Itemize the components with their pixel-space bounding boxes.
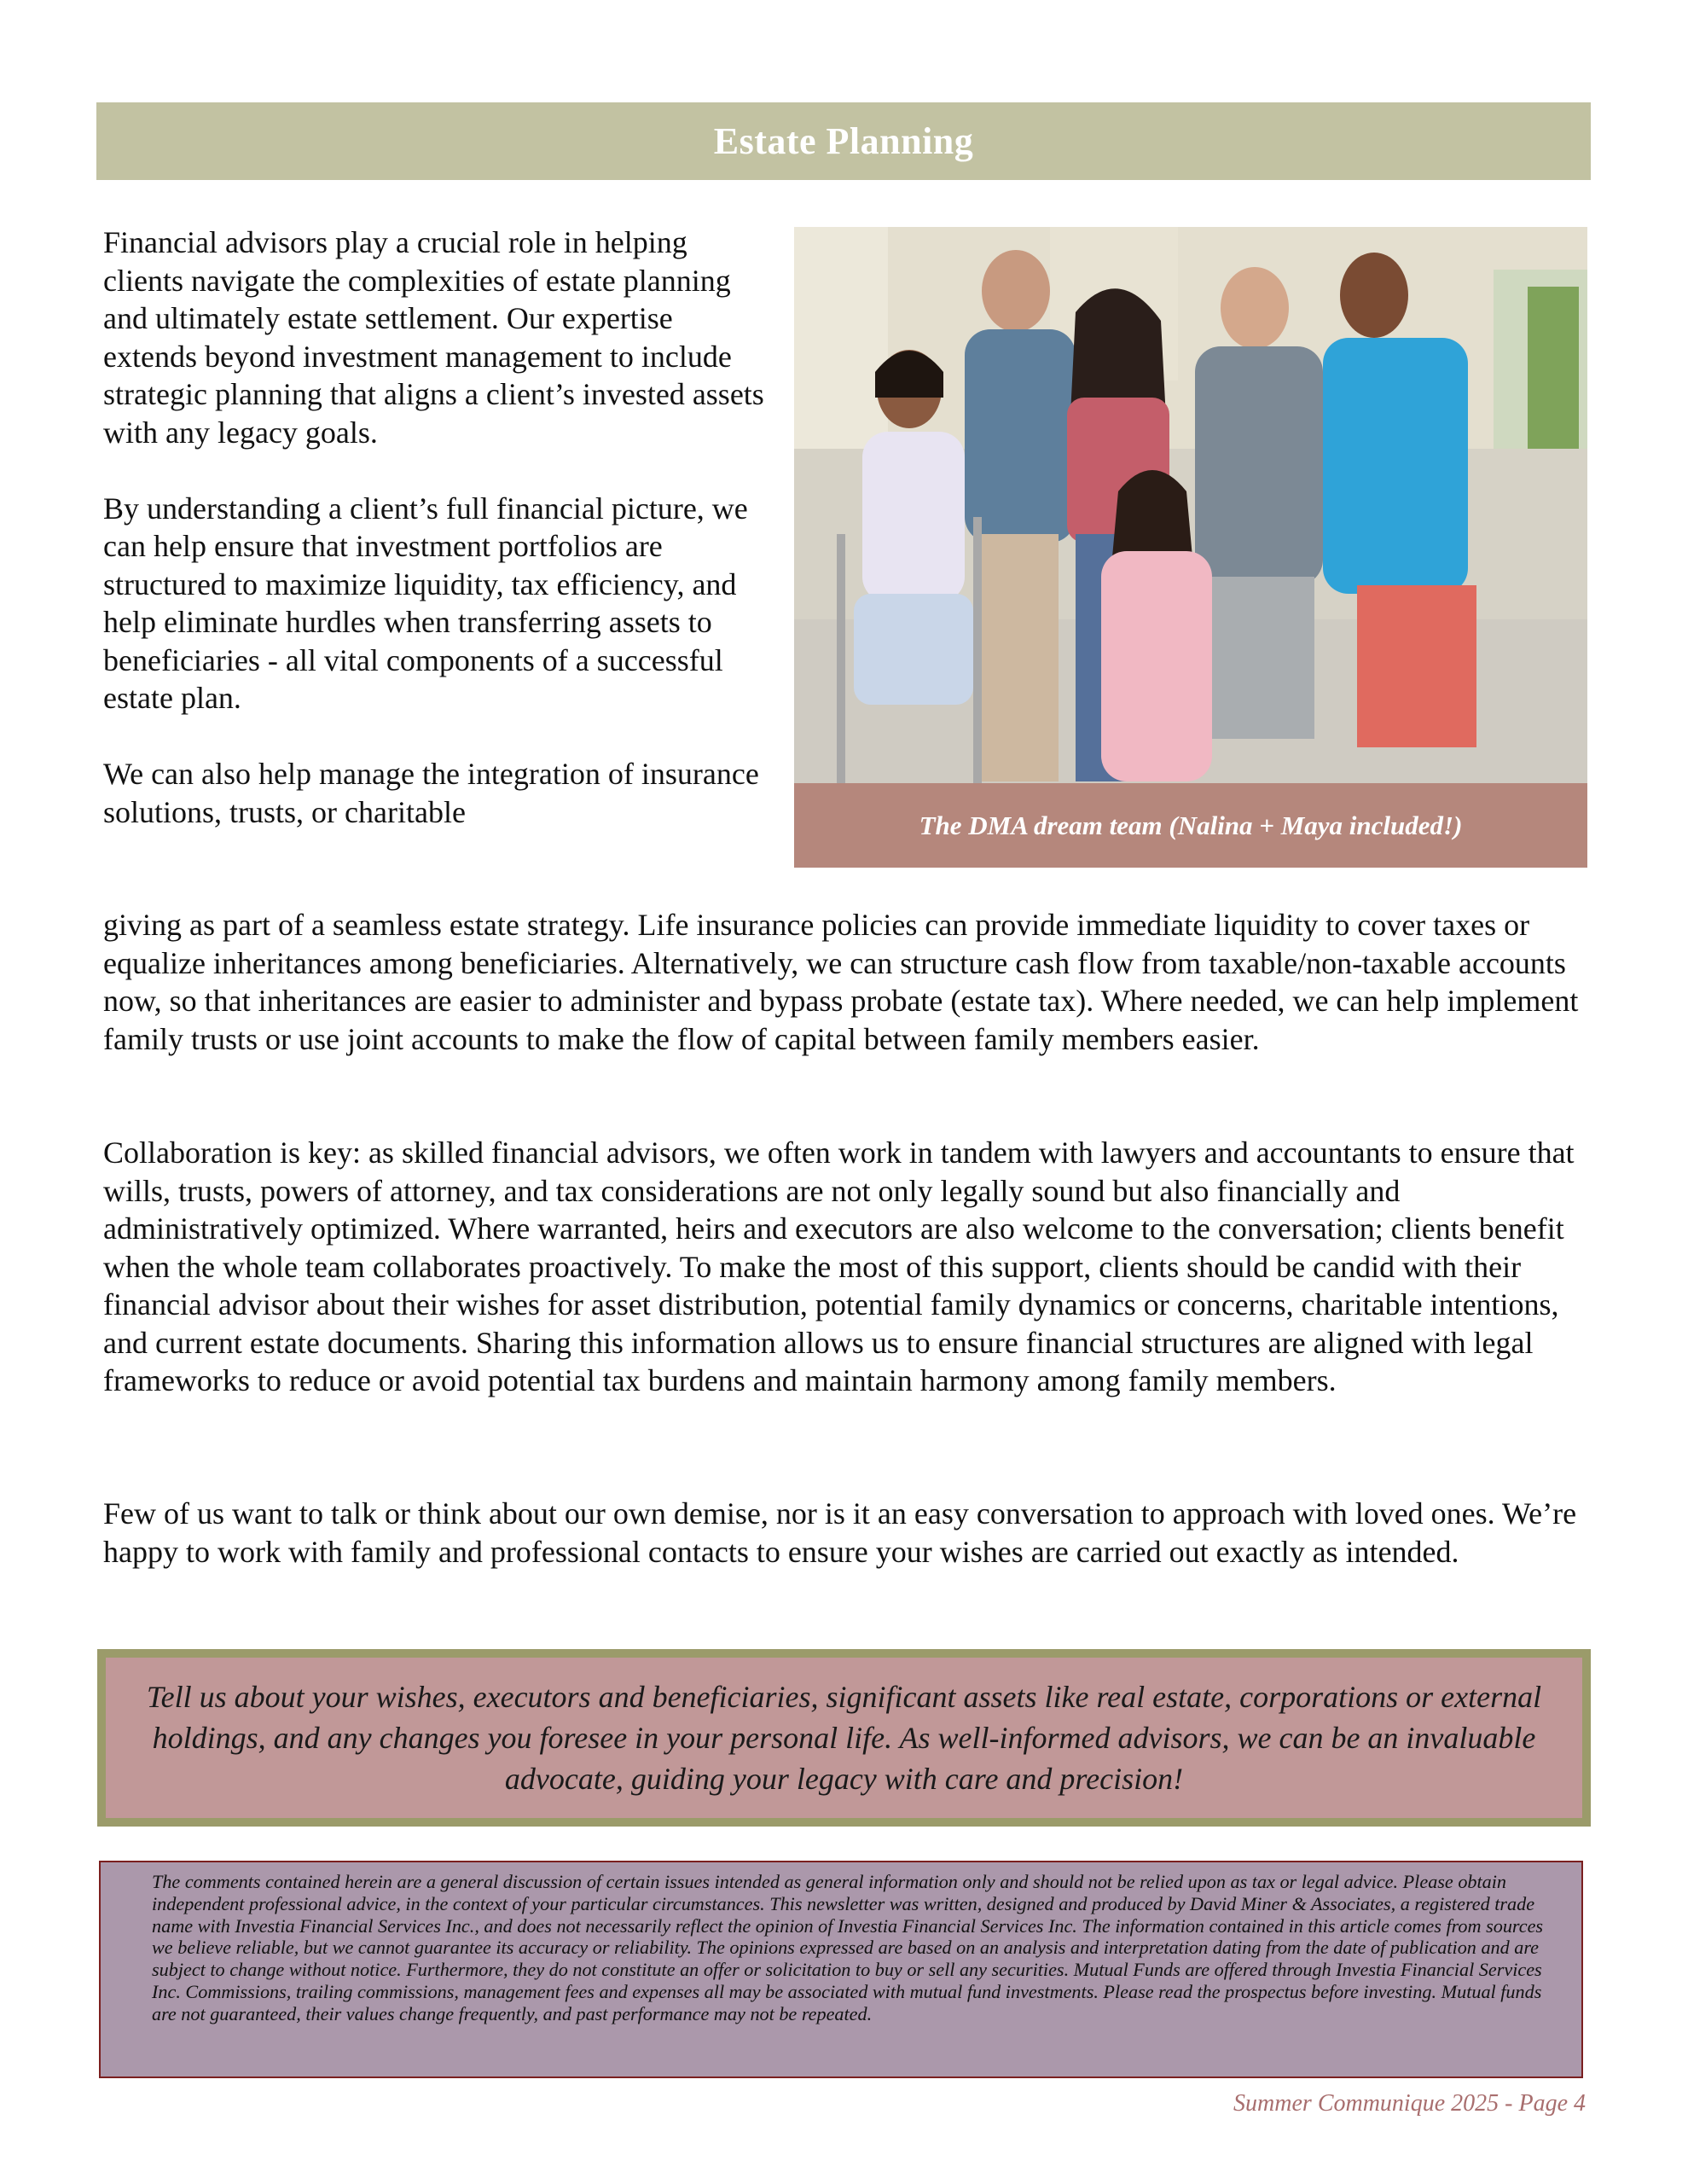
article-paragraph-2: By understanding a client’s full financial picture, we can help ensure that investment portfolios are structured to maximize liquidity, tax efficiency, and help eliminate hurdles when transferring assets to beneficiaries - all vital components of a successful estate plan. bbox=[103, 491, 748, 715]
page-footer: Summer Communique 2025 - Page 4 bbox=[1233, 2090, 1586, 2117]
callout-box bbox=[97, 1649, 1591, 1827]
article-paragraph-1: Financial advisors play a crucial role in helping clients navigate the complexities of estate planning and ultimately estate settlement. Our expertise extends beyond investment management to include strategic planning that aligns a client’s invested assets with any legacy goals. bbox=[103, 225, 764, 450]
callout-text: Tell us about your wishes, executors and beneficiaries, significant assets like real estate, corporations or external holdings, and any changes you foresee in your personal life. As well-informed advisors, we can be an invaluable advocate, guiding your legacy with care and precision! bbox=[146, 1680, 1542, 1796]
team-photo bbox=[794, 227, 1587, 783]
article-paragraph-5-block bbox=[103, 1495, 1596, 1571]
article-left-column bbox=[103, 224, 769, 831]
photo-caption-box bbox=[794, 783, 1587, 868]
article-paragraph-4-block bbox=[103, 1134, 1596, 1400]
disclaimer-text: The comments contained herein are a general discussion of certain issues intended as general information only and should not be relied upon as tax or legal advice. Please obtain independent professional advice, in the context of your particular circumstances. This newsletter was written, designed and produced by David Miner & Associates, a registered trade name with Investia Financial Services Inc., and does not necessarily reflect the opinion of Investia Financial Services Inc. The information contained in this article comes from sources we believe reliable, but we cannot guarantee its accuracy or reliability. The opinions expressed are based on an analysis and interpretation dating from the date of publication and are subject to change without notice. Furthermore, they do not constitute an offer or solicitation to buy or sell any securities. Mutual Funds are offered through Investia Financial Services Inc. Commissions, trailing commissions, management fees and expenses all may be associated with mutual fund investments. Please read the prospectus before investing. Mutual funds are not guaranteed, their values change frequently, and past performance may not be repeated. bbox=[152, 1871, 1544, 2024]
section-title: Estate Planning bbox=[713, 120, 974, 162]
article-paragraph-4: Collaboration is key: as skilled financial advisors, we often work in tandem with lawyers and accountants to ensure that wills, trusts, powers of attorney, and tax considerations are not only legally sound but also financially and administratively optimized. Where warranted, heirs and executors are also welcome to the conversation; clients benefit when the whole team collaborates proactively. To make the most of this support, clients should be candid with their financial advisor about their wishes for asset distribution, potential family dynamics or concerns, charitable intentions, and current estate documents. Sharing this information allows us to ensure financial structures are aligned with legal frameworks to reduce or avoid potential tax burdens and maintain harmony among family members. bbox=[103, 1136, 1575, 1397]
team-photo-image bbox=[794, 227, 1587, 783]
article-paragraph-3-start: We can also help manage the integration of insurance solutions, trusts, or charitable bbox=[103, 757, 759, 829]
article-paragraph-5: Few of us want to talk or think about our own demise, nor is it an easy conversation to approach with loved ones. We’re happy to work with family and professional contacts to ensure your wishes are carried out exactly as intended. bbox=[103, 1496, 1577, 1569]
photo-figure bbox=[794, 227, 1587, 868]
disclaimer-box bbox=[99, 1861, 1583, 2078]
article-paragraph-3-continued-block bbox=[103, 906, 1596, 1058]
article-paragraph-3-continued: giving as part of a seamless estate strategy. Life insurance policies can provide immediate liquidity to cover taxes or equalize inheritances among beneficiaries. Alternatively, we can structure cash flow from taxable/non-taxable accounts now, so that inheritances are easier to administer and bypass probate (estate tax). Where needed, we can help implement family trusts or use joint accounts to make the flow of capital between family members easier. bbox=[103, 908, 1579, 1056]
section-banner bbox=[96, 102, 1591, 180]
photo-caption: The DMA dream team (Nalina + Maya included!) bbox=[919, 810, 1463, 840]
